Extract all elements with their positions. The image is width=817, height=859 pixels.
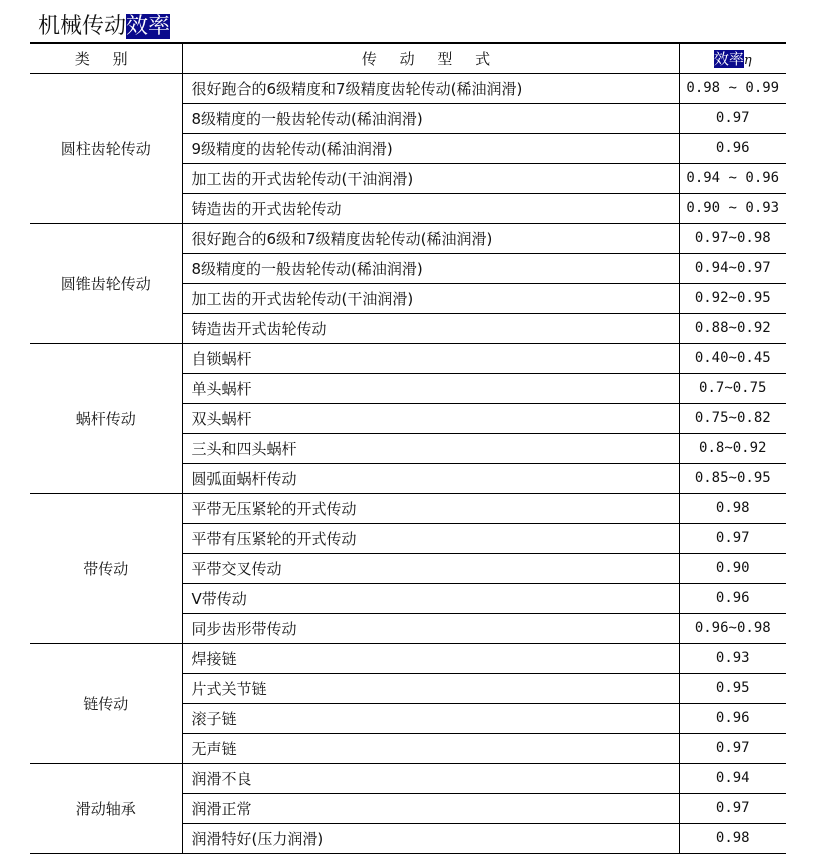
category-cell: 蜗杆传动 [30, 343, 182, 493]
header-efficiency-label: 效率 [713, 49, 744, 68]
type-cell: 平带无压紧轮的开式传动 [182, 493, 679, 523]
efficiency-cell: 0.98 ~ 0.99 [679, 73, 786, 103]
header-type: 传 动 型 式 [182, 43, 679, 73]
type-cell: 片式关节链 [182, 673, 679, 703]
header-category: 类 别 [30, 43, 182, 73]
table-row [30, 223, 786, 253]
efficiency-cell: 0.90 ~ 0.93 [679, 193, 786, 223]
table-row [30, 73, 786, 103]
efficiency-table [30, 42, 786, 854]
table-row [30, 643, 786, 673]
efficiency-cell: 0.8~0.92 [679, 433, 786, 463]
type-cell: 自锁蜗杆 [182, 343, 679, 373]
efficiency-cell: 0.98 [679, 823, 786, 853]
category-cell: 带传动 [30, 493, 182, 643]
efficiency-cell: 0.97 [679, 523, 786, 553]
efficiency-cell: 0.92~0.95 [679, 283, 786, 313]
type-cell: 平带有压紧轮的开式传动 [182, 523, 679, 553]
efficiency-cell: 0.40~0.45 [679, 343, 786, 373]
table-header-row [30, 43, 786, 73]
type-cell: 无声链 [182, 733, 679, 763]
efficiency-cell: 0.7~0.75 [679, 373, 786, 403]
type-cell: 平带交叉传动 [182, 553, 679, 583]
title-plain: 机械传动 [38, 14, 127, 39]
type-cell: 润滑正常 [182, 793, 679, 823]
title-highlight: 效率 [126, 14, 171, 39]
efficiency-cell: 0.96 [679, 583, 786, 613]
efficiency-cell: 0.97~0.98 [679, 223, 786, 253]
efficiency-symbol: η [743, 52, 752, 68]
type-cell: 同步齿形带传动 [182, 613, 679, 643]
efficiency-cell: 0.96~0.98 [679, 613, 786, 643]
type-cell: 双头蜗杆 [182, 403, 679, 433]
type-cell: 很好跑合的6级精度和7级精度齿轮传动(稀油润滑) [182, 73, 679, 103]
efficiency-cell: 0.94 [679, 763, 786, 793]
type-cell: 加工齿的开式齿轮传动(干油润滑) [182, 163, 679, 193]
efficiency-cell: 0.97 [679, 103, 786, 133]
type-cell: 铸造齿开式齿轮传动 [182, 313, 679, 343]
type-cell: 三头和四头蜗杆 [182, 433, 679, 463]
efficiency-cell: 0.98 [679, 493, 786, 523]
efficiency-cell: 0.90 [679, 553, 786, 583]
efficiency-cell: 0.96 [679, 703, 786, 733]
efficiency-cell: 0.96 [679, 133, 786, 163]
category-cell: 圆锥齿轮传动 [30, 223, 182, 343]
category-cell: 圆柱齿轮传动 [30, 73, 182, 223]
table-body [30, 73, 786, 853]
efficiency-cell: 0.94 ~ 0.96 [679, 163, 786, 193]
category-cell: 链传动 [30, 643, 182, 763]
table-row [30, 763, 786, 793]
efficiency-cell: 0.97 [679, 793, 786, 823]
efficiency-cell: 0.75~0.82 [679, 403, 786, 433]
type-cell: 8级精度的一般齿轮传动(稀油润滑) [182, 103, 679, 133]
type-cell: 单头蜗杆 [182, 373, 679, 403]
type-cell: 润滑特好(压力润滑) [182, 823, 679, 853]
efficiency-cell: 0.85~0.95 [679, 463, 786, 493]
category-cell: 滑动轴承 [30, 763, 182, 853]
type-cell: 8级精度的一般齿轮传动(稀油润滑) [182, 253, 679, 283]
efficiency-cell: 0.93 [679, 643, 786, 673]
type-cell: 圆弧面蜗杆传动 [182, 463, 679, 493]
table-row [30, 343, 786, 373]
efficiency-cell: 0.97 [679, 733, 786, 763]
type-cell: 焊接链 [182, 643, 679, 673]
efficiency-cell: 0.95 [679, 673, 786, 703]
type-cell: V带传动 [182, 583, 679, 613]
efficiency-cell: 0.88~0.92 [679, 313, 786, 343]
type-cell: 滚子链 [182, 703, 679, 733]
table-row [30, 493, 786, 523]
efficiency-cell: 0.94~0.97 [679, 253, 786, 283]
type-cell: 加工齿的开式齿轮传动(干油润滑) [182, 283, 679, 313]
type-cell: 9级精度的齿轮传动(稀油润滑) [182, 133, 679, 163]
page-title [38, 12, 170, 42]
type-cell: 很好跑合的6级和7级精度齿轮传动(稀油润滑) [182, 223, 679, 253]
type-cell: 铸造齿的开式齿轮传动 [182, 193, 679, 223]
type-cell: 润滑不良 [182, 763, 679, 793]
header-efficiency [679, 43, 786, 73]
